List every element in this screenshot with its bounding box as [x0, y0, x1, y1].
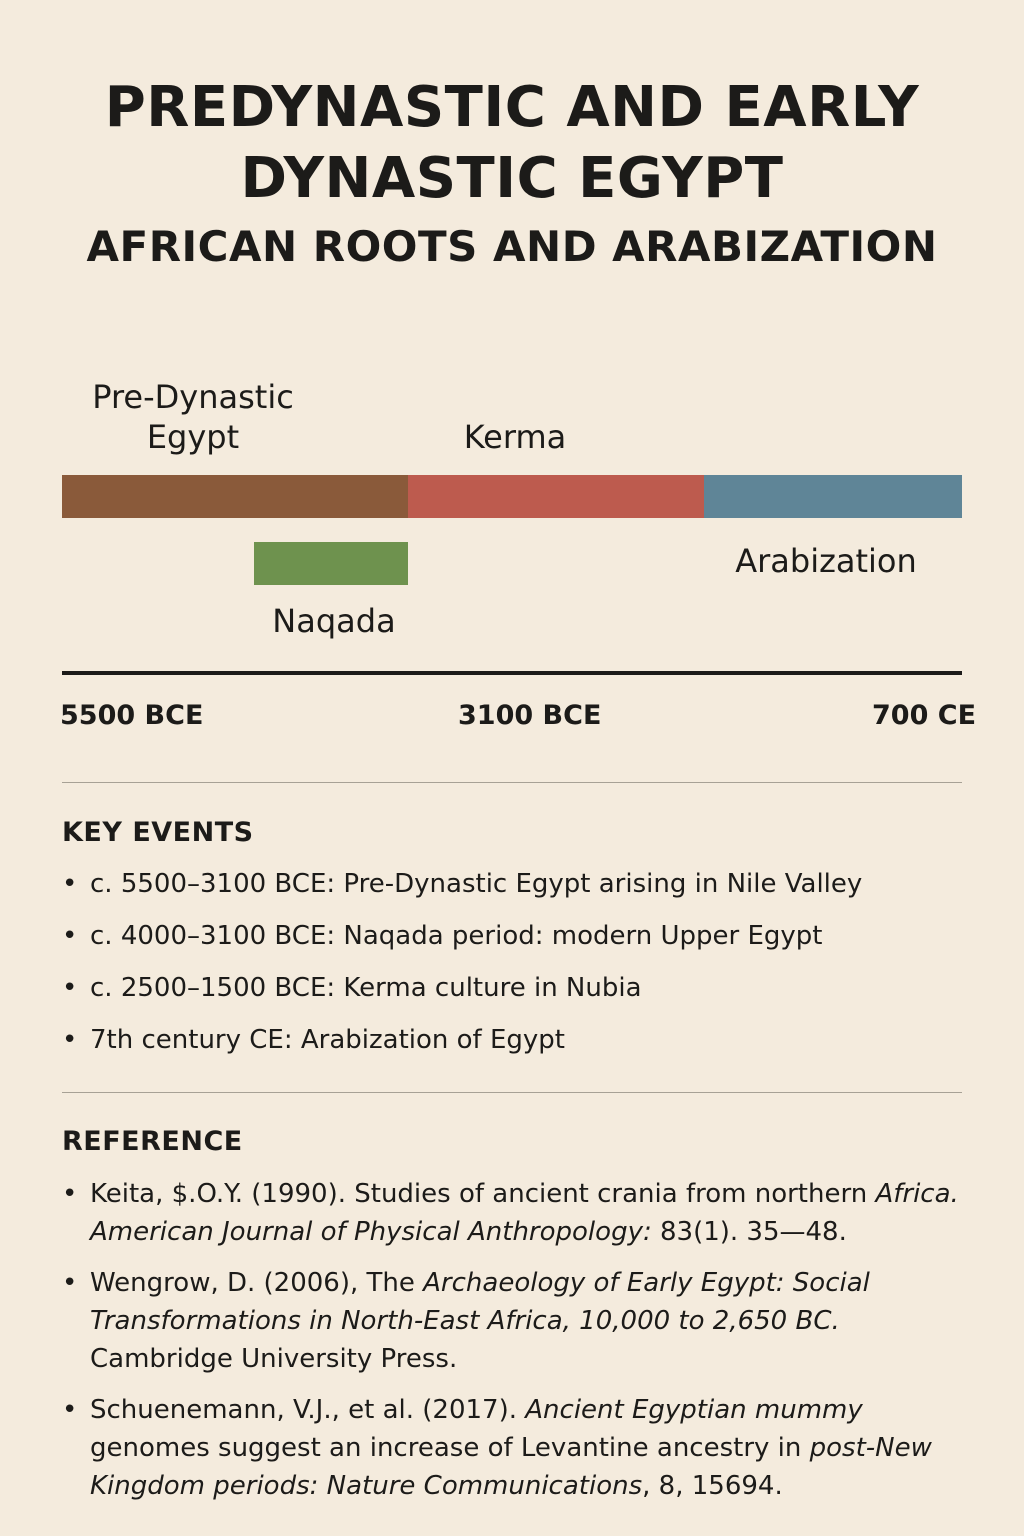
reference-text: 83(1). 35—48.	[651, 1217, 847, 1247]
key-events-list	[62, 867, 982, 1075]
naqada-label: Naqada	[272, 602, 396, 640]
list-item	[62, 919, 982, 953]
list-item	[62, 971, 982, 1005]
key-events-heading: KEY EVENTS	[62, 817, 254, 848]
list-item	[62, 1391, 982, 1505]
event-text: c. 4000–3100 BCE: Naqada period: modern Upper Egypt	[90, 921, 823, 951]
event-text: c. 2500–1500 BCE: Kerma culture in Nubia	[90, 973, 642, 1003]
kerma-bar	[408, 475, 704, 518]
event-text: c. 5500–3100 BCE: Pre-Dynastic Egypt arising in Nile Valley	[90, 869, 863, 899]
divider-1	[62, 782, 962, 783]
reference-list	[62, 1175, 982, 1518]
kerma-label: Kerma	[463, 418, 567, 456]
predynastic-label	[62, 377, 324, 457]
reference-text: genomes suggest an increase of Levantine ancestry in	[90, 1433, 810, 1463]
bullet-icon: •	[62, 1025, 78, 1055]
naqada-bar	[254, 542, 408, 585]
list-item	[62, 1175, 982, 1251]
event-text: 7th century CE: Arabization of Egypt	[90, 1025, 565, 1055]
predynastic-label-line-1: Pre-Dynastic	[92, 378, 294, 416]
bullet-icon: •	[62, 1268, 78, 1298]
reference-italic-text: Africa. American Journal of Physical Anthropology:	[90, 1179, 959, 1247]
divider-2	[62, 1092, 962, 1093]
reference-text: , 8, 15694.	[642, 1471, 783, 1501]
bullet-icon: •	[62, 1179, 78, 1209]
title-line-2: DYNASTIC EGYPT	[240, 146, 784, 211]
bullet-icon: •	[62, 973, 78, 1003]
arabization-bar	[704, 475, 962, 518]
reference-text: Schuenemann, V.J., et al. (2017).	[90, 1395, 526, 1425]
subtitle: AFRICAN ROOTS AND ARABIZATION	[86, 222, 938, 271]
title-line-1: PREDYNASTIC AND EARLY	[104, 75, 920, 140]
tick-label-start: 5500 BCE	[60, 700, 204, 731]
reference-text: Keita, $.O.Y. (1990). Studies of ancient crania from northern	[90, 1179, 876, 1209]
predynastic-label-line-2: Egypt	[146, 418, 240, 456]
reference-heading: REFERENCE	[62, 1126, 243, 1157]
reference-italic-text: Ancient Egyptian mummy	[525, 1395, 863, 1425]
list-item	[62, 1023, 982, 1057]
timeline-axis	[62, 671, 962, 675]
bullet-icon: •	[62, 921, 78, 951]
list-item	[62, 1264, 982, 1378]
tick-label-end: 700 CE	[872, 700, 977, 731]
bullet-icon: •	[62, 1395, 78, 1425]
list-item	[62, 867, 982, 901]
arabization-label: Arabization	[735, 542, 917, 580]
tick-label-middle: 3100 BCE	[458, 700, 602, 731]
predynastic-bar	[62, 475, 408, 518]
bullet-icon: •	[62, 869, 78, 899]
reference-text: Cambridge University Press.	[90, 1344, 458, 1374]
reference-text: Wengrow, D. (2006), The	[90, 1268, 424, 1298]
reference-italic-text: post-New Kingdom periods: Nature Communications	[90, 1433, 932, 1501]
reference-italic-text: Archaeology of Early Egypt: Social Transformations in North-East Africa, 10,000 to 2,650 BC.	[90, 1268, 870, 1336]
